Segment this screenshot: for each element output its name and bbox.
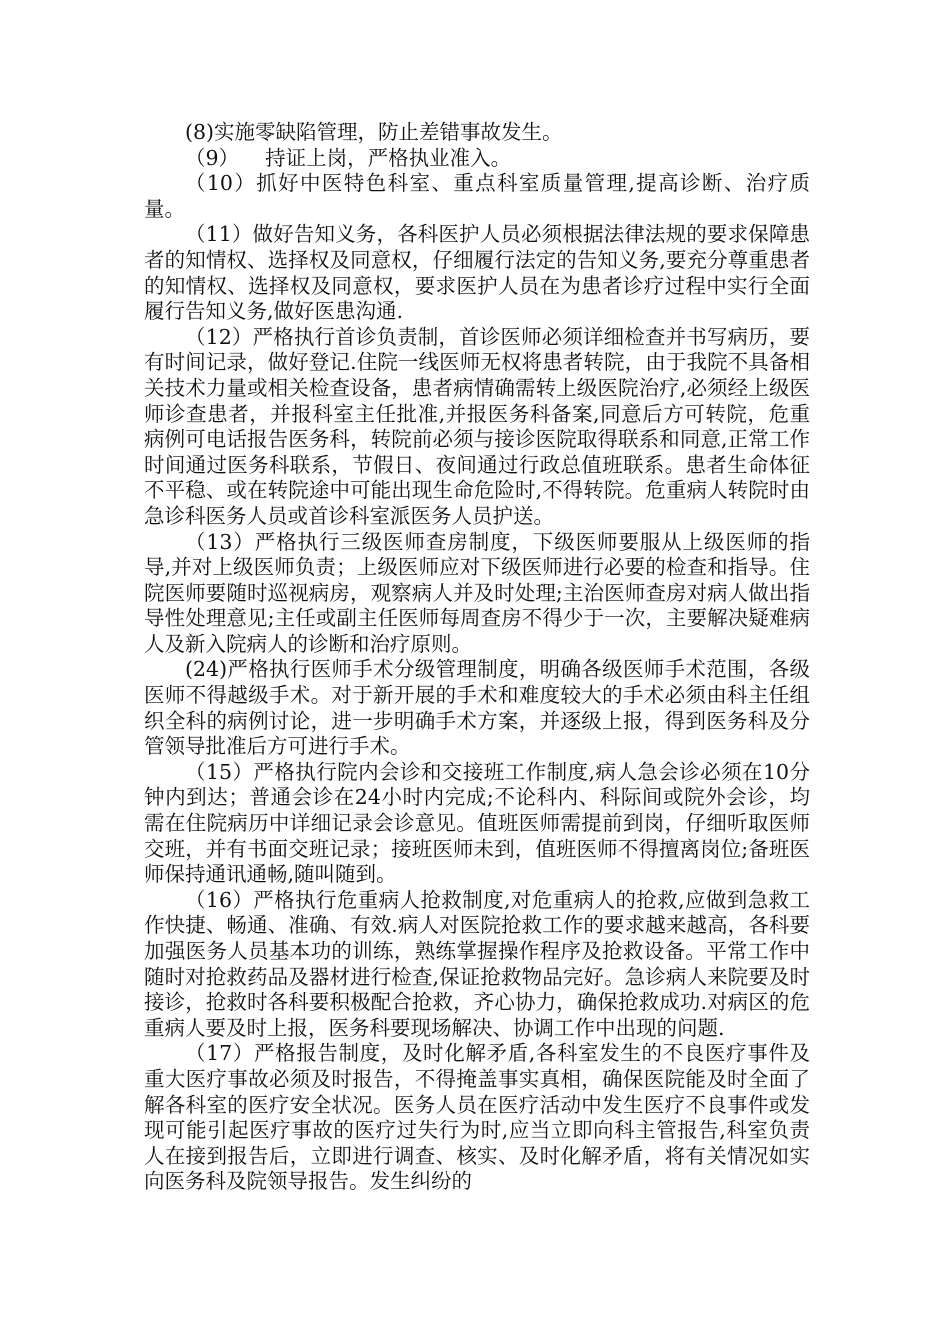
paragraph-12: （12）严格执行首诊负责制，首诊医师必须详细检查并书写病历，要有时间记录，做好登记.住院一线医师无权将患者转院，由于我院不具备相关技术力量或相关检查设备，患者病情确需转上级医院治疗,必须经上级医师诊查患者，并报科室主任批准,并报医务科备案,同意后方可转院，危重病例可电话报告医务科，转院前必须与接诊医院取得联系和同意,正常工作时间通过医务科联系，节假日、夜间通过行政总值班联系。患者生命体征不平稳、或在转院途中可能出现生命危险时,不得转院。危重病人转院时由急诊科医务人员或首诊科室派医务人员护送。 xyxy=(144,324,810,528)
paragraph-10: （10）抓好中医特色科室、重点科室质量管理,提高诊断、治疗质量。 xyxy=(144,171,810,221)
paragraph-11: （11）做好告知义务，各科医护人员必须根据法律法规的要求保障患者的知情权、选择权及同意权，仔细履行法定的告知义务,要充分尊重患者的知情权、选择权及同意权，要求医护人员在为患者诊疗过程中实行全面履行告知义务,做好医患沟通. xyxy=(144,222,810,324)
paragraph-8: (8)实施零缺陷管理，防止差错事故发生。 xyxy=(185,120,563,144)
paragraph-16: （16）严格执行危重病人抢救制度,对危重病人的抢救,应做到急救工作快捷、畅通、准确、有效.病人对医院抢救工作的要求越来越高，各科要加强医务人员基本功的训练，熟练掌握操作程序及抢救设备。平常工作中随时对抢救药品及器材进行检查,保证抢救物品完好。急诊病人来院要及时接诊，抢救时各科要积极配合抢救，齐心协力，确保抢救成功.对病区的危重病人要及时上报，医务科要现场解决、协调工作中出现的问题. xyxy=(144,887,810,1040)
paragraph-17: （17）严格报告制度，及时化解矛盾,各科室发生的不良医疗事件及重大医疗事故必须及时报告，不得掩盖事实真相，确保医院能及时全面了解各科室的医疗安全状况。医务人员在医疗活动中发生医疗不良事件或发现可能引起医疗事故的医疗过失行为时,应当立即向科主管报告,科室负责人在接到报告后，立即进行调查、核实、及时化解矛盾，将有关情况如实向医务科及院领导报告。发生纠纷的 xyxy=(144,1041,810,1194)
paragraph-15: （15）严格执行院内会诊和交接班工作制度,病人急会诊必须在10分钟内到达；普通会诊在24小时内完成;不论科内、科际间或院外会诊，均需在住院病历中详细记录会诊意见。值班医师需提前到岗，仔细听取医师交班，并有书面交班记录；接班医师未到，值班医师不得擅离岗位;备班医师保持通讯通畅,随叫随到。 xyxy=(144,759,810,887)
document-body xyxy=(144,120,810,1195)
paragraph-13: （13）严格执行三级医师查房制度，下级医师要服从上级医师的指导,并对上级医师负责；上级医师应对下级医师进行必要的检查和指导。住院医师要随时巡视病房，观察病人并及时处理;主治医师查房对病人做出指导性处理意见;主任或副主任医师每周查房不得少于一次，主要解决疑难病人及新入院病人的诊断和治疗原则。 xyxy=(144,529,810,656)
paragraph-24: (24)严格执行医师手术分级管理制度，明确各级医师手术范围，各级医师不得越级手术。对于新开展的手术和难度较大的手术必须由科主任组织全科的病例讨论，进一步明确手术方案，并逐级上报，得到医务科及分管领导批准后方可进行手术。 xyxy=(144,657,810,759)
paragraph-9: （9） 持证上岗，严格执业准入。 xyxy=(185,145,512,170)
